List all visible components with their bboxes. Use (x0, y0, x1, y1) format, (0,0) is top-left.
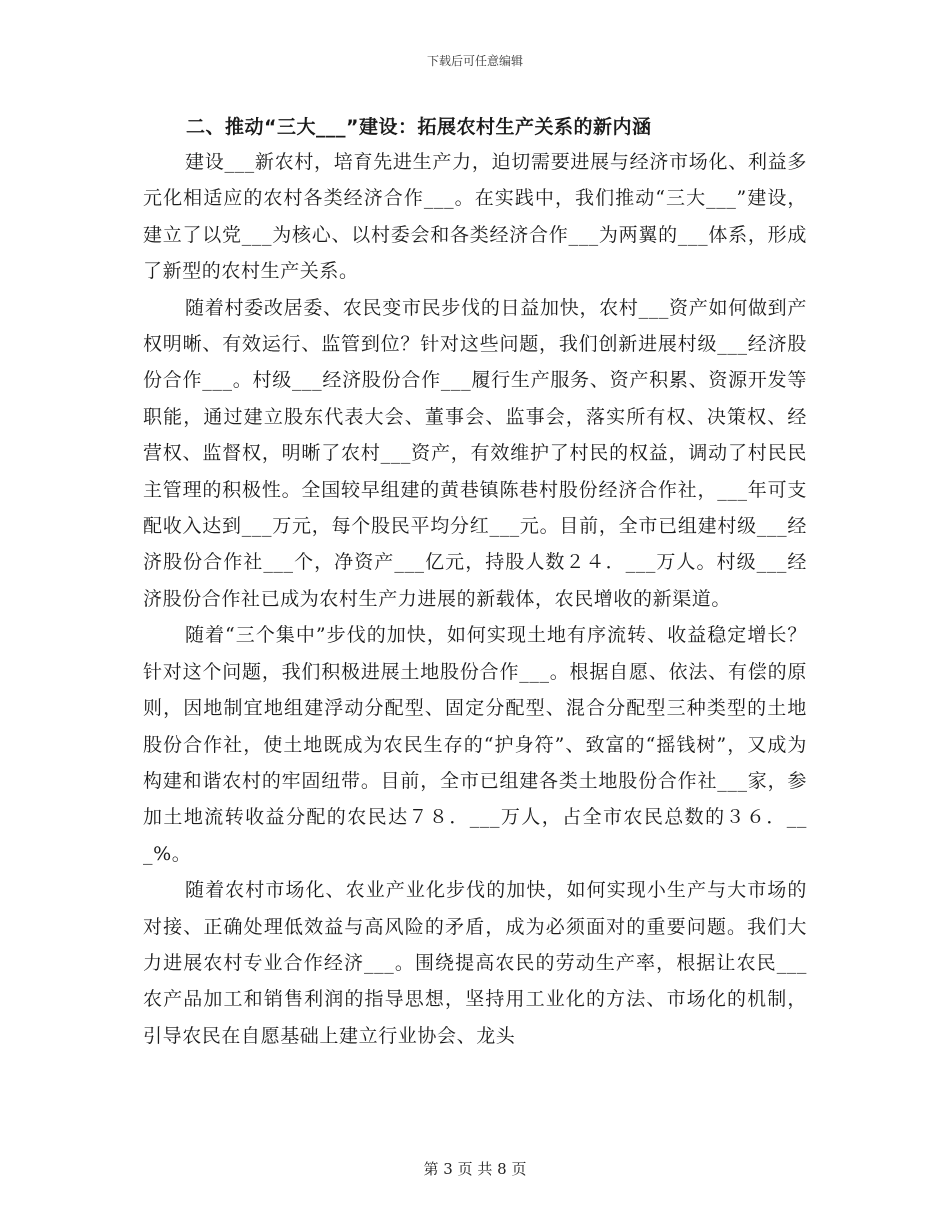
section-heading: 二、推动“三大___”建设：拓展农村生产关系的新内涵 (186, 116, 652, 138)
page-footer: 第 3 页 共 8 页 (423, 1160, 527, 1178)
header-note: 下载后可任意编辑 (426, 54, 523, 68)
paragraph-4: 随着农村市场化、农业产业化步伐的加快，如何实现小生产与大市场的对接、正确处理低效益与高风险的矛盾，成为必须面对的重要问题。我们大力进展农村专业合作经济___。围绕提高农民的劳动生产率，根据让农民___农产品加工和销售利润的指导思想，坚持用工业化的方法、市场化的机制，引导农民在自愿基础上建立行业协会、龙头 (143, 879, 807, 1047)
paragraph-1: 建设___新农村，培育先进生产力，迫切需要进展与经济市场化、利益多元化相适应的农村各类经济合作___。在实践中，我们推动“三大___”建设，建立了以党___为核心、以村委会和各类经济合作___为两翼的___体系，形成了新型的农村生产关系。 (143, 151, 807, 283)
paragraph-2: 随着村委改居委、农民变市民步伐的日益加快，农村___资产如何做到产权明晰、有效运行、监管到位？针对这些问题，我们创新进展村级___经济股份合作___。村级___经济股份合作___履行生产服务、资产积累、资源开发等职能，通过建立股东代表大会、董事会、监事会，落实所有权、决策权、经营权、监督权，明晰了农村___资产，有效维护了村民的权益，调动了村民民主管理的积极性。全国较早组建的黄巷镇陈巷村股份经济合作社，___年可支配收入达到___万元，每个股民平均分红___元。目前，全市已组建村级___经济股份合作社___个，净资产___亿元，持股人数２４．___万人。村级___经济股份合作社已成为农村生产力进展的新载体，农民增收的新渠道。 (143, 296, 807, 610)
paragraph-3: 随着“三个集中”步伐的加快，如何实现土地有序流转、收益稳定增长？针对这个问题，我们积极进展土地股份合作___。根据自愿、依法、有偿的原则，因地制宜地组建浮动分配型、固定分配型、混合分配型三种类型的土地股份合作社，使土地既成为农民生存的“护身符”、致富的“摇钱树”，又成为构建和谐农村的牢固纽带。目前，全市已组建各类土地股份合作社___家，参加土地流转收益分配的农民达７８．___万人，占全市农民总数的３６．___%。 (143, 624, 807, 865)
document-body (143, 112, 807, 1054)
